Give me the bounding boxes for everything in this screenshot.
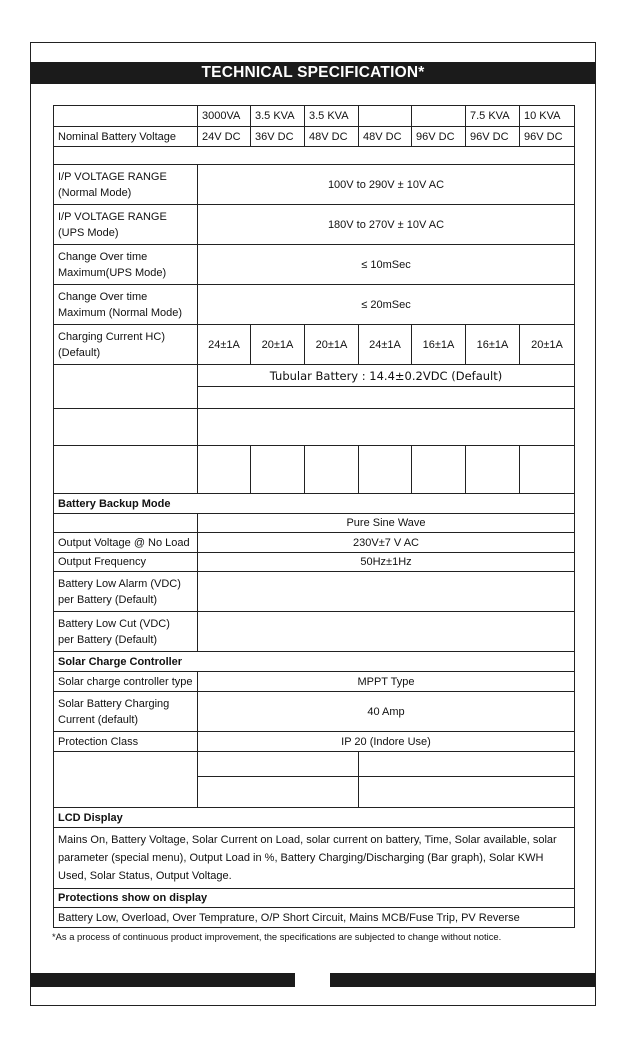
label-line: Charging Current HC) [58,330,165,343]
blank-cell [54,752,198,808]
change-ups-row [54,245,575,285]
label-line: per Battery (Default) [58,633,158,646]
tubular-value: Tubular Battery : 14.4±0.2VDC (Default) [269,368,503,383]
protections-heading-row [54,889,575,908]
split-left [198,752,359,808]
label-line: I/P VOLTAGE RANGE [58,170,167,183]
output-frequency-value: 50Hz±1Hz [198,553,575,572]
models-row [54,106,575,127]
label-line: Change Over time [58,250,148,263]
protection-class-label: Protection Class [54,732,198,752]
solar-current-value: 40 Amp [198,692,575,732]
label-line: I/P VOLTAGE RANGE [58,210,167,223]
tubular-cell [198,365,575,409]
label-line: per Battery (Default) [58,593,158,606]
charging-cell: 16±1A [466,325,520,365]
label-line: Current (default) [58,713,139,726]
lcd-heading-row [54,808,575,828]
protections-text-row [54,908,575,928]
model-cell: 3.5 KVA [251,106,305,127]
spacer-row [54,147,575,165]
blank-cell [359,752,574,776]
protection-class-row [54,732,575,752]
output-frequency-label: Output Frequency [54,553,198,572]
charging-row [54,325,575,365]
lcd-heading: LCD Display [54,808,575,828]
label-line: Battery Low Alarm (VDC) [58,577,181,590]
model-cell [412,106,466,127]
label-line: Solar Battery Charging [58,697,170,710]
battery-backup-heading: Battery Backup Mode [54,494,575,514]
low-cut-label [54,612,198,652]
protections-heading: Protections show on display [54,889,575,908]
output-voltage-row [54,533,575,553]
solar-type-value: MPPT Type [198,672,575,692]
model-cell: 7.5 KVA [466,106,520,127]
footer-bar-right [330,973,596,987]
ip-ups-row [54,205,575,245]
voltage-cell: 96V DC [520,127,575,147]
blank-columns-row [54,446,575,494]
voltage-cell: 48V DC [359,127,412,147]
voltage-cell: 96V DC [466,127,520,147]
output-voltage-value: 230V±7 V AC [198,533,575,553]
low-alarm-label [54,572,198,612]
ip-normal-value: 100V to 290V ± 10V AC [198,165,575,205]
change-ups-value: ≤ 10mSec [198,245,575,285]
voltage-cell: 96V DC [412,127,466,147]
label-line: (UPS Mode) [58,226,119,239]
model-cell: 3.5 KVA [305,106,359,127]
label-line: Change Over time [58,290,148,303]
label-line: (Default) [58,346,101,359]
low-cut-row [54,612,575,652]
blank-cell [54,446,198,494]
lcd-text: Mains On, Battery Voltage, Solar Current on Load, solar current on battery, Time, Solar available, solar parameter (special menu), Output Load in %, Battery Charging/Discharging (Bar graph), Solar KWH Used, Solar Status, Output Voltage. [54,828,575,889]
ip-ups-value: 180V to 270V ± 10V AC [198,205,575,245]
ip-normal-label [54,165,198,205]
blank-cell [198,409,575,446]
footer-bar-left [30,973,295,987]
ip-normal-row [54,165,575,205]
charging-label [54,325,198,365]
page-title: TECHNICAL SPECIFICATION* [30,62,596,84]
charging-cell: 16±1A [412,325,466,365]
change-normal-value: ≤ 20mSec [198,285,575,325]
blank-cell [54,514,198,533]
label-line: Maximum(UPS Mode) [58,266,167,279]
blank-cell [54,409,198,446]
blank-cell [305,446,359,494]
blank-cell [359,446,412,494]
waveform-row [54,514,575,533]
split-right [359,752,575,808]
charging-cell: 20±1A [305,325,359,365]
tubular-subtable [198,366,574,408]
waveform-value: Pure Sine Wave [198,514,575,533]
blank-cell [198,446,251,494]
low-alarm-value [198,572,575,612]
voltage-cell: 36V DC [251,127,305,147]
tubular-blank [198,387,574,408]
split-left-subtable [198,752,358,807]
models-header-blank [54,106,198,127]
battery-voltage-row [54,127,575,147]
spacer-cell [54,147,575,165]
change-ups-label [54,245,198,285]
blank-row [54,409,575,446]
low-cut-value [198,612,575,652]
blank-cell [198,752,358,776]
solar-current-label [54,692,198,732]
change-normal-label [54,285,198,325]
label-line: Battery Low Cut (VDC) [58,617,170,630]
change-normal-row [54,285,575,325]
solar-heading-row [54,652,575,672]
blank-cell [466,446,520,494]
ip-ups-label [54,205,198,245]
charging-cell: 20±1A [251,325,305,365]
label-line: Maximum (Normal Mode) [58,306,183,319]
model-cell [359,106,412,127]
tubular-row [54,365,575,409]
battery-backup-heading-row [54,494,575,514]
solar-heading: Solar Charge Controller [54,652,575,672]
split-right-subtable [359,752,574,807]
lcd-text-row [54,828,575,889]
voltage-cell: 24V DC [198,127,251,147]
voltage-cell: 48V DC [305,127,359,147]
protection-class-value: IP 20 (Indore Use) [198,732,575,752]
tubular-label-blank [54,365,198,409]
solar-type-row [54,672,575,692]
output-voltage-label: Output Voltage @ No Load [54,533,198,553]
spec-table [53,105,575,928]
blank-cell [198,776,358,807]
label-line: (Normal Mode) [58,186,132,199]
model-cell: 10 KVA [520,106,575,127]
battery-voltage-label: Nominal Battery Voltage [54,127,198,147]
split-blank-row [54,752,575,808]
protections-text: Battery Low, Overload, Over Temprature, O/P Short Circuit, Mains MCB/Fuse Trip, PV Reverse [54,908,575,928]
blank-cell [520,446,575,494]
solar-current-row [54,692,575,732]
solar-type-label: Solar charge controller type [54,672,198,692]
output-frequency-row [54,553,575,572]
charging-cell: 24±1A [359,325,412,365]
blank-cell [359,776,574,807]
charging-cell: 20±1A [520,325,575,365]
low-alarm-row [54,572,575,612]
blank-cell [412,446,466,494]
blank-cell [251,446,305,494]
model-cell: 3000VA [198,106,251,127]
charging-cell: 24±1A [198,325,251,365]
footnote: *As a process of continuous product improvement, the specifications are subjected to change without notice. [52,931,502,942]
